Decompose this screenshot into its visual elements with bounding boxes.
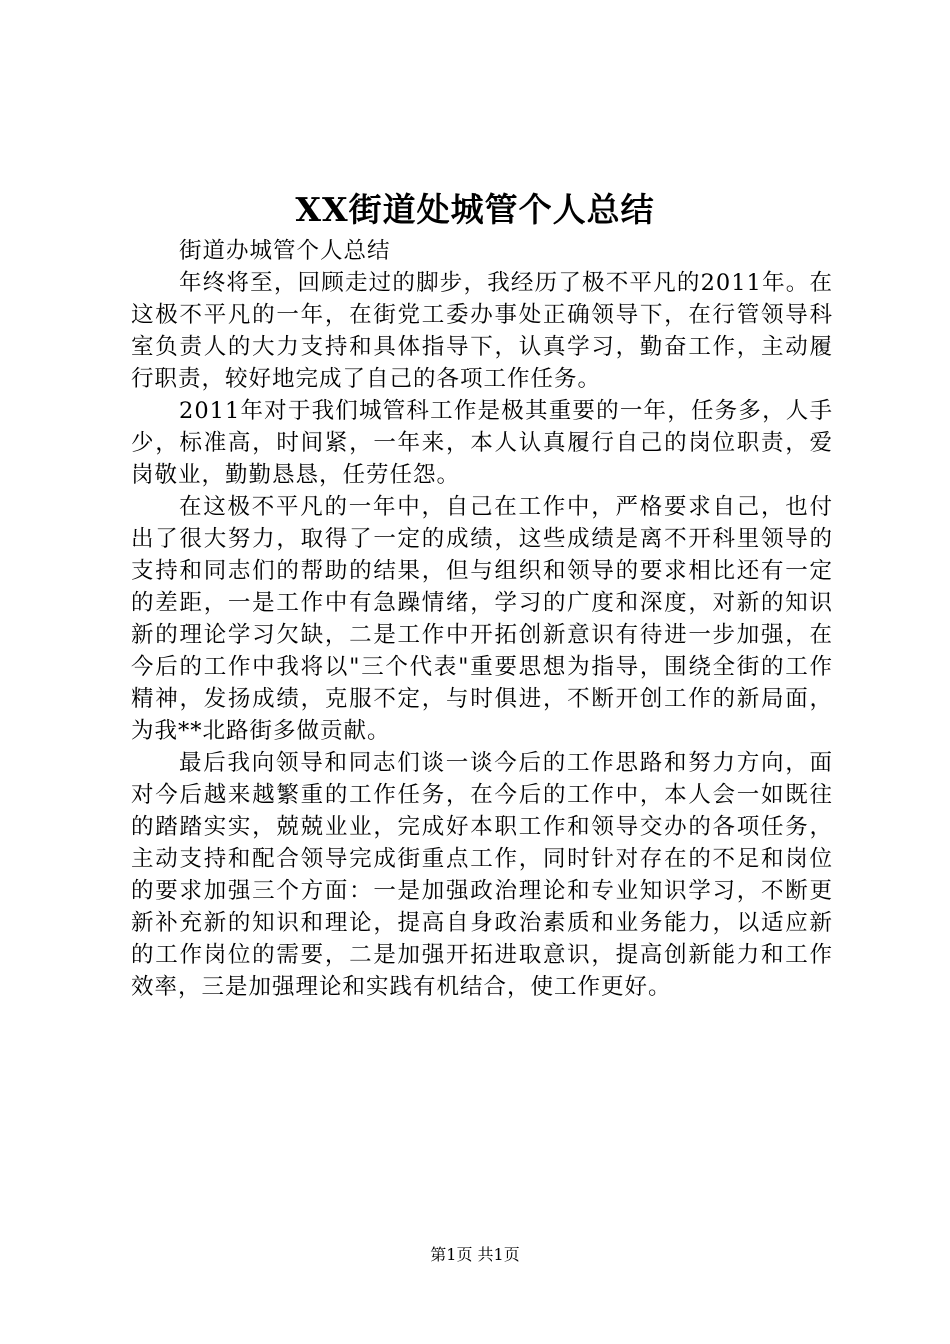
document-body xyxy=(131,235,833,1003)
paragraph: 2011年对于我们城管科工作是极其重要的一年，任务多，人手少，标准高，时间紧，一年来，本人认真履行自己的岗位职责，爱岗敬业，勤勤恳恳，任劳任怨。 xyxy=(131,398,833,488)
paragraph: 最后我向领导和同志们谈一谈今后的工作思路和努力方向，面对今后越来越繁重的工作任务，在今后的工作中，本人会一如既往的踏踏实实，兢兢业业，完成好本职工作和领导交办的各项任务，主动支持和配合领导完成街重点工作，同时针对存在的不足和岗位的要求加强三个方面：一是加强政治理论和专业知识学习，不断更新补充新的知识和理论，提高自身政治素质和业务能力，以适应新的工作岗位的需要，二是加强开拓进取意识，提高创新能力和工作效率，三是加强理论和实践有机结合，使工作更好。 xyxy=(131,750,833,1000)
page-title: XX街道处城管个人总结 xyxy=(295,190,655,229)
page-number-footer: 第1页 共1页 xyxy=(430,1245,520,1264)
paragraph: 年终将至，回顾走过的脚步，我经历了极不平凡的2011年。在这极不平凡的一年，在街党工委办事处正确领导下，在行管领导科室负责人的大力支持和具体指导下，认真学习，勤奋工作，主动履行职责，较好地完成了自己的各项工作任务。 xyxy=(131,270,833,392)
paragraph-subtitle: 街道办城管个人总结 xyxy=(179,238,391,264)
paragraph: 在这极不平凡的一年中，自己在工作中，严格要求自己，也付出了很大努力，取得了一定的成绩，这些成绩是离不开科里领导的支持和同志们的帮助的结果，但与组织和领导的要求相比还有一定的差距，一是工作中有急躁情绪，学习的广度和深度，对新的知识新的理论学习欠缺，二是工作中开拓创新意识有待进一步加强，在今后的工作中我将以"三个代表"重要思想为指导，围绕全街的工作精神，发扬成绩，克服不定，与时俱进，不断开创工作的新局面，为我**北路街多做贡献。 xyxy=(131,494,833,744)
